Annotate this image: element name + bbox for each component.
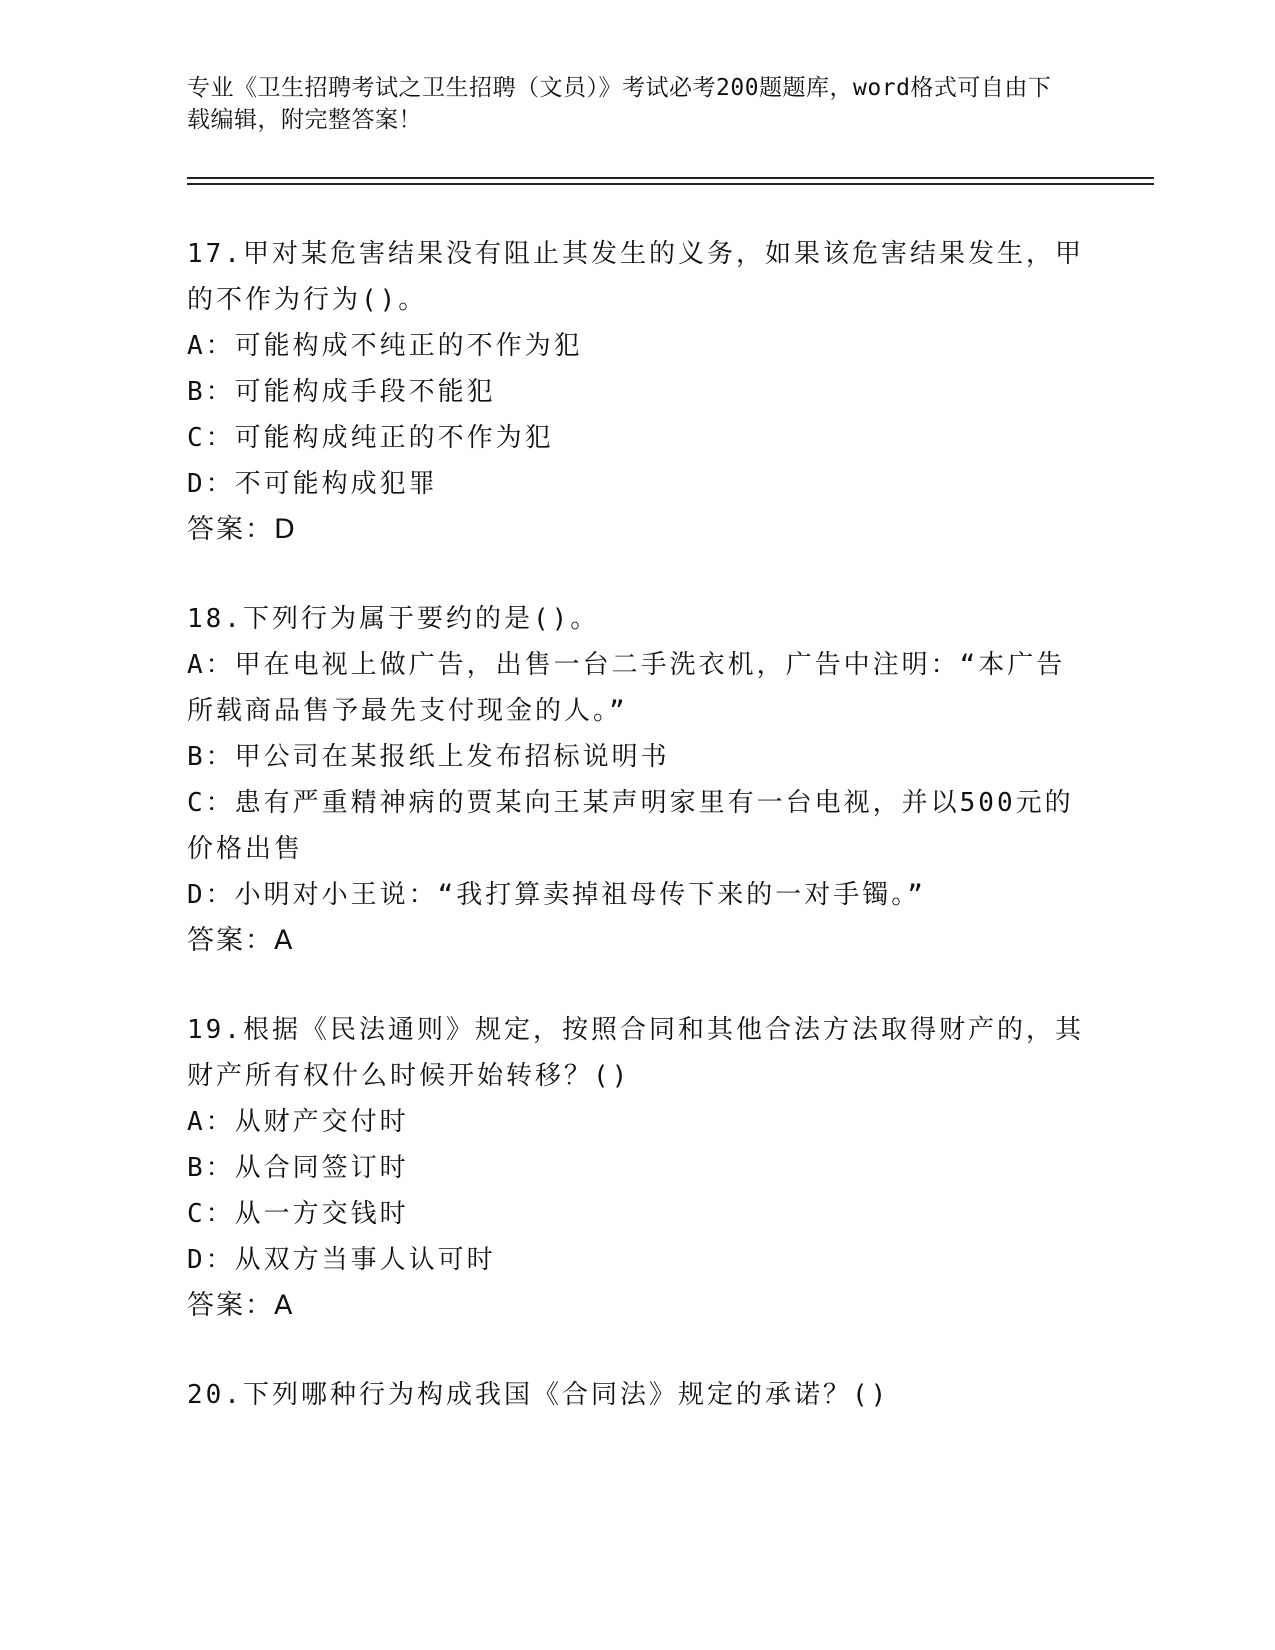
option-c: C：从一方交钱时 [187, 1199, 409, 1229]
question-stem: 20.下列哪种行为构成我国《合同法》规定的承诺？() [187, 1380, 890, 1410]
question-list [187, 231, 1087, 1461]
question-18 [187, 596, 1087, 964]
option-b: B：甲公司在某报纸上发布招标说明书 [187, 742, 670, 772]
question-19 [187, 1007, 1087, 1329]
option-d: D：从双方当事人认可时 [187, 1245, 496, 1275]
header-rule-top [187, 177, 1154, 179]
option-a: A：从财产交付时 [187, 1107, 409, 1137]
answer: 答案：A [187, 1290, 295, 1321]
question-17 [187, 231, 1087, 553]
option-b: B：从合同签订时 [187, 1153, 409, 1183]
document-header: 专业《卫生招聘考试之卫生招聘（文员）》考试必考200题题库，word格式可自由下载编辑，附完整答案！ [187, 75, 1052, 133]
option-a: A：可能构成不纯正的不作为犯 [187, 331, 583, 361]
question-20 [187, 1372, 1087, 1418]
option-d: D：不可能构成犯罪 [187, 469, 438, 499]
option-c: C：患有严重精神病的贾某向王某声明家里有一台电视，并以500元的价格出售 [187, 788, 1074, 864]
option-c: C：可能构成纯正的不作为犯 [187, 423, 554, 453]
question-stem: 19.根据《民法通则》规定，按照合同和其他合法方法取得财产的，其财产所有权什么时候开始转移？() [187, 1015, 1084, 1091]
question-stem: 18.下列行为属于要约的是()。 [187, 604, 600, 634]
option-d: D：小明对小王说：“我打算卖掉祖母传下来的一对手镯。” [187, 880, 926, 910]
answer: 答案：D [187, 514, 297, 545]
answer: 答案：A [187, 925, 295, 956]
option-a: A：甲在电视上做广告，出售一台二手洗衣机，广告中注明：“本广告所载商品售予最先支付现金的人。” [187, 650, 1066, 726]
header-rule-bottom [187, 183, 1154, 185]
question-stem: 17.甲对某危害结果没有阻止其发生的义务，如果该危害结果发生，甲的不作为行为()。 [187, 239, 1084, 315]
option-b: B：可能构成手段不能犯 [187, 377, 496, 407]
